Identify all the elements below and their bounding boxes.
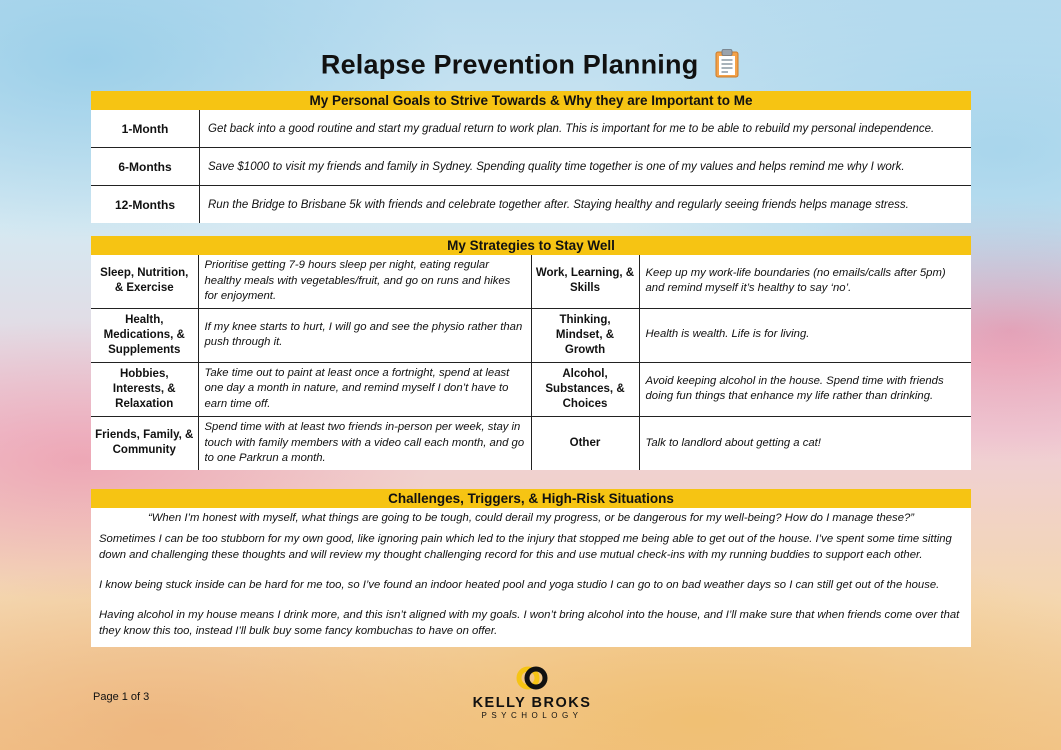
table-row	[91, 308, 971, 362]
goals-section	[91, 91, 971, 223]
strategy-text: Prioritise getting 7-9 hours sleep per night, eating regular healthy meals with vegetables/fruit, and go on runs and hikes for enjoyment.	[198, 255, 531, 308]
strategy-text: Spend time with at least two friends in-person per week, stay in touch with family members with a video call each month, and go to one Parkrun a month.	[198, 416, 531, 470]
strategy-label: Other	[531, 416, 639, 470]
challenges-quote: “When I’m honest with myself, what things are going to be tough, could derail my progress, or be dangerous for my well-being? How do I manage these?”	[147, 512, 915, 524]
logo-rings-icon	[470, 665, 594, 696]
table-row	[91, 255, 971, 308]
logo-subtitle: PSYCHOLOGY	[481, 711, 583, 720]
page-number: Page 1 of 3	[93, 691, 150, 703]
strategy-text: If my knee starts to hurt, I will go and see the physio rather than push through it.	[198, 308, 531, 362]
challenge-paragraph: I know being stuck inside can be hard for me too, so I’ve found an indoor heated pool and yoga studio I can go to on bad weather days so I can still get out of the house.	[99, 579, 940, 591]
strategies-heading: My Strategies to Stay Well	[91, 236, 971, 255]
strategy-label: Friends, Family, & Community	[91, 416, 198, 470]
logo-name: KELLY BROKS	[472, 695, 592, 711]
goals-table	[91, 110, 971, 223]
goal-text: Run the Bridge to Brisbane 5k with friends and celebrate together after. Staying healthy and regularly seeing friends helps manage stress.	[200, 186, 972, 224]
page-title-text: Relapse Prevention Planning	[320, 49, 699, 80]
strategy-label: Health, Medications, & Supplements	[91, 308, 198, 362]
challenge-paragraph: Sometimes I can be too stubborn for my own good, like ignoring pain which led to the injury that stopped me being able to get out of the house. I’ve spent some time sitting down and challenging these thoughts and will review my thought challenging record for this and use mutual check-ins with my running buddies to support each other.	[99, 533, 952, 561]
challenge-paragraph: Having alcohol in my house means I drink more, and this isn’t aligned with my goals. I won’t bring alcohol into the house, and I’ll make sure that when friends come over that they know this too, instead I’ll bulk buy some fancy kombuchas to have on offer.	[99, 609, 960, 637]
table-row	[91, 416, 971, 470]
challenges-heading: Challenges, Triggers, & High-Risk Situations	[91, 489, 971, 508]
strategy-text: Talk to landlord about getting a cat!	[639, 416, 971, 470]
table-row	[91, 362, 971, 416]
strategies-table	[91, 255, 971, 470]
strategy-text: Keep up my work-life boundaries (no emails/calls after 5pm) and remind myself it’s healthy to say ‘no’.	[645, 266, 946, 295]
page-title	[0, 48, 1061, 85]
strategy-label: Sleep, Nutrition, & Exercise	[91, 255, 198, 308]
challenges-section	[91, 489, 971, 647]
goals-heading: My Personal Goals to Strive Towards & Why they are Important to Me	[91, 91, 971, 110]
strategy-text: Take time out to paint at least once a fortnight, spend at least one day a month in nature, and remind myself I don’t have to earn time off.	[198, 362, 531, 416]
goal-label: 6-Months	[91, 148, 200, 186]
strategy-label: Thinking, Mindset, & Growth	[531, 308, 639, 362]
strategies-section	[91, 236, 971, 470]
strategy-text: Avoid keeping alcohol in the house. Spend time with friends doing fun things that enhance my life rather than drinking.	[639, 362, 971, 416]
goal-label: 1-Month	[91, 110, 200, 148]
logo	[470, 665, 594, 721]
table-row	[91, 110, 971, 148]
table-row	[91, 186, 971, 224]
table-row	[91, 148, 971, 186]
goal-text: Save $1000 to visit my friends and family in Sydney. Spending quality time together is one of my values and helps remind me why I work.	[200, 148, 972, 186]
strategy-label: Alcohol, Substances, & Choices	[531, 362, 639, 416]
strategy-label: Hobbies, Interests, & Relaxation	[91, 362, 198, 416]
goal-text: Get back into a good routine and start my gradual return to work plan. This is important for me to be able to rebuild my personal independence.	[208, 122, 935, 135]
strategy-text: Health is wealth. Life is for living.	[639, 308, 971, 362]
clipboard-icon	[714, 48, 740, 85]
strategy-label: Work, Learning, & Skills	[531, 255, 639, 308]
goal-label: 12-Months	[91, 186, 200, 224]
